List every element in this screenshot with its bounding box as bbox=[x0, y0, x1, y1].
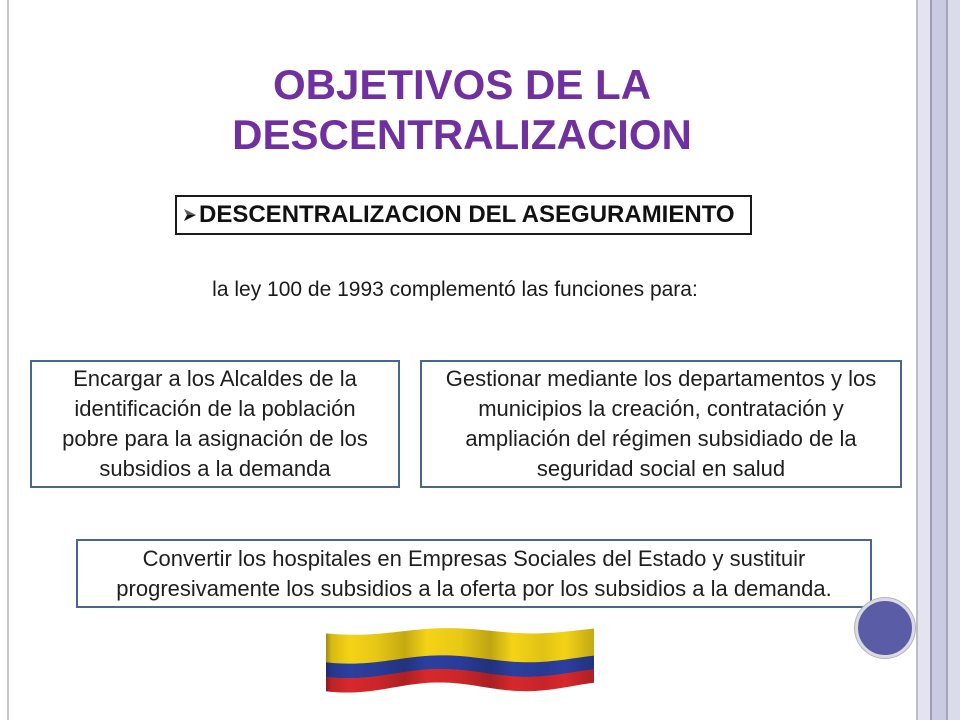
box-text-line: Convertir los hospitales en Empresas Sociales del Estado y sustituir bbox=[142, 545, 806, 571]
arrow-bullet-facet bbox=[184, 215, 196, 221]
box-text-line: seguridad social en salud bbox=[536, 456, 786, 481]
right-border-stripe bbox=[932, 0, 946, 720]
slide-title-line: OBJETIVOS DE LA bbox=[272, 61, 652, 108]
box-text-line: municipios la creación, contratación y bbox=[478, 396, 844, 421]
objective-box-hospitals bbox=[76, 539, 872, 608]
box-text-line: subsidios a la demanda bbox=[99, 456, 331, 481]
slide-title bbox=[200, 60, 724, 160]
box-text-line: identificación de la población bbox=[74, 396, 356, 421]
slide-title-line: DESCENTRALIZACION bbox=[232, 111, 692, 158]
right-border-stripe bbox=[948, 0, 960, 720]
right-border-decoration bbox=[916, 0, 960, 720]
box-text-line: ampliación del régimen subsidiado de la bbox=[465, 426, 857, 451]
left-border-line bbox=[7, 0, 9, 720]
box-text-line: pobre para la asignación de los bbox=[62, 426, 368, 451]
right-border-stripe bbox=[918, 0, 930, 720]
colombia-flag-image bbox=[322, 624, 598, 696]
arrow-bullet-icon bbox=[183, 207, 197, 223]
flag-fold-shading bbox=[322, 624, 598, 696]
arrow-bullet-facet bbox=[184, 209, 196, 215]
box-text-line: progresivamente los subsidios a la oferta por los subsidios a la demanda. bbox=[116, 575, 832, 601]
objective-box-departments bbox=[420, 360, 902, 488]
box-text-line: Encargar a los Alcaldes de la bbox=[73, 366, 357, 391]
accent-circle bbox=[855, 598, 915, 658]
section-heading-label: DESCENTRALIZACION DEL ASEGURAMIENTO bbox=[199, 201, 735, 228]
objective-box-mayors bbox=[30, 360, 400, 488]
intro-text: la ley 100 de 1993 complementó las funciones para: bbox=[212, 278, 698, 301]
section-heading-box bbox=[175, 195, 752, 235]
box-text-line: Gestionar mediante los departamentos y los bbox=[445, 366, 877, 391]
